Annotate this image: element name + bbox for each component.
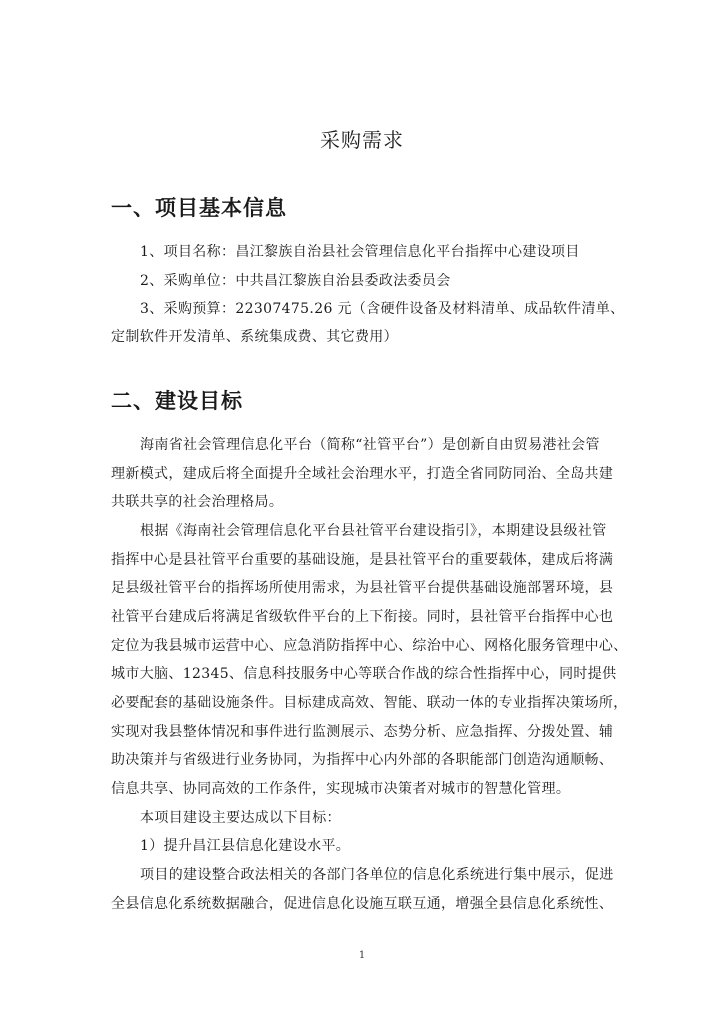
section-heading-construction-goals: 二、建设目标 xyxy=(111,389,243,413)
paragraph-line: 海南省社会管理信息化平台（简称“社管平台”）是创新自由贸易港社会管 xyxy=(140,437,600,453)
item-budget-continued: 定制软件开发清单、系统集成费、其它费用） xyxy=(111,329,398,345)
paragraph-line: 指挥中心是县社管平台重要的基础设施，是县社管平台的重要载体，建成后将满 xyxy=(111,552,614,568)
paragraph-line: 城市大脑、12345、信息科技服务中心等联合作战的综合性指挥中心，同时提供 xyxy=(111,666,617,682)
section-heading-basic-info: 一、项目基本信息 xyxy=(111,196,287,220)
paragraph-line: 助决策并与省级进行业务协同，为指挥中心内外部的各职能部门创造沟通顺畅、 xyxy=(111,752,614,768)
item-project-name: 1、项目名称：昌江黎族自治县社会管理信息化平台指挥中心建设项目 xyxy=(140,244,580,260)
page-number: 1 xyxy=(358,950,366,961)
paragraph-line: 实现对我县整体情况和事件进行监测展示、态势分析、应急指挥、分拨处置、辅 xyxy=(111,724,614,740)
item-purchasing-unit: 2、采购单位：中共昌江黎族自治县委政法委员会 xyxy=(140,273,451,289)
paragraph-line: 项目的建设整合政法相关的各部门各单位的信息化系统进行集中展示，促进 xyxy=(140,867,614,883)
paragraph-line: 全县信息化系统数据融合，促进信息化设施互联互通，增强全县信息化系统性、 xyxy=(111,896,614,912)
paragraph-line: 共联共享的社会治理格局。 xyxy=(111,494,284,510)
item-budget: 3、采购预算：22307475.26 元（含硬件设备及材料清单、成品软件清单、 xyxy=(140,301,625,317)
paragraph-line: 本项目建设主要达成以下目标： xyxy=(140,810,341,826)
paragraph-line: 社管平台建成后将满足省级软件平台的上下衔接。同时，县社管平台指挥中心也 xyxy=(111,609,614,625)
paragraph-line: 必要配套的基础设施条件。目标建成高效、智能、联动一体的专业指挥决策场所， xyxy=(111,695,628,711)
paragraph-line: 理新模式，建成后将全面提升全域社会治理水平，打造全省同防同治、全岛共建 xyxy=(111,466,614,482)
paragraph-line: 足县级社管平台的指挥场所使用需求，为县社管平台提供基础设施部署环境，县 xyxy=(111,580,614,596)
paragraph-line: 信息共享、协同高效的工作条件，实现城市决策者对城市的智慧化管理。 xyxy=(111,781,571,797)
goal-item: 1）提升昌江县信息化建设水平。 xyxy=(140,838,351,854)
document-title: 采购需求 xyxy=(320,128,404,152)
paragraph-line: 定位为我县城市运营中心、应急消防指挥中心、综治中心、网格化服务管理中心、 xyxy=(111,638,628,654)
paragraph-line: 根据《海南社会管理信息化平台县社管平台建设指引》，本期建设县级社管 xyxy=(140,523,607,539)
